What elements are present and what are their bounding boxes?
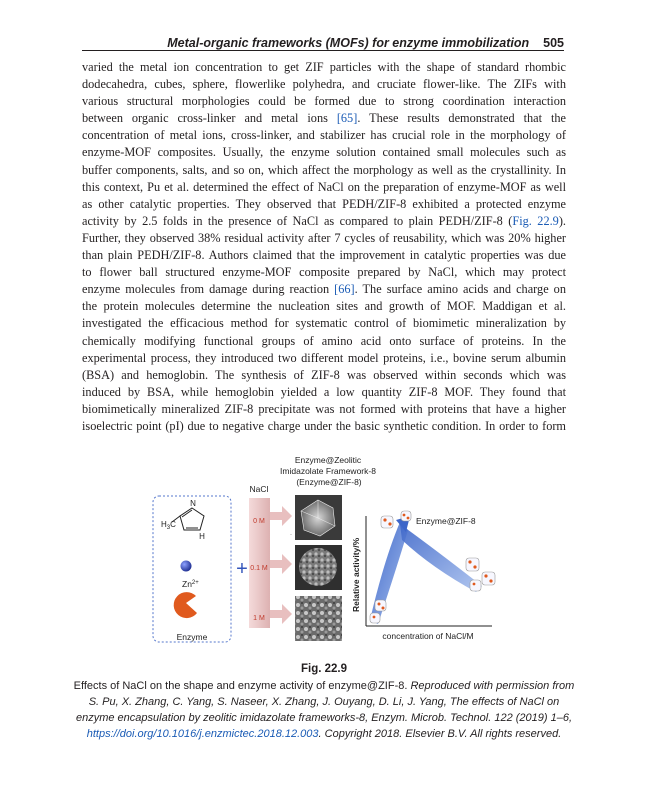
methylimidazole-structure bbox=[172, 508, 204, 530]
text-line bbox=[82, 384, 566, 401]
running-header bbox=[82, 32, 564, 51]
text-run: induced by BSA, while hemoglobin yielded a low quantity ZIF-8 MOF. They found that bbox=[82, 384, 566, 399]
text-run: experimental process, they introduced two different model proteins, i.e., bovine serum albumin bbox=[82, 350, 566, 365]
arrow-3 bbox=[270, 604, 292, 624]
arrow-2 bbox=[270, 554, 292, 574]
text-line bbox=[82, 401, 566, 418]
reactant-box bbox=[153, 496, 231, 642]
imidazole-h: H bbox=[199, 532, 205, 541]
fig-title-3: (Enzyme@ZIF-8) bbox=[296, 477, 362, 487]
imidazole-n: N bbox=[190, 499, 196, 508]
legend-label: Enzyme@ZIF-8 bbox=[416, 516, 476, 526]
conc-0: 0 M bbox=[253, 518, 265, 525]
fig-title-1: Enzyme@Zeolitic bbox=[294, 455, 362, 465]
text-run: isoelectric point (pI) due to negative charge under the basic synthetic condition. In order to form bbox=[82, 418, 566, 433]
text-run: to flower ball structured enzyme-MOF composite prepared by NaCl, which may protect bbox=[82, 265, 566, 280]
text-run: varied the metal ion concentration to get ZIF particles with the shape of standard rhombic bbox=[82, 60, 566, 74]
text-line bbox=[82, 179, 566, 196]
text-line bbox=[82, 350, 566, 367]
text-line bbox=[82, 76, 566, 93]
reference-link[interactable]: Fig. 22.9 bbox=[512, 213, 559, 228]
enzyme-label: Enzyme bbox=[176, 632, 208, 642]
text-line bbox=[82, 333, 566, 350]
figure-22-9 bbox=[152, 450, 504, 650]
text-run: than plain PEDH/ZIF-8. Authors claimed that the improvement in catalytic properties was due bbox=[82, 248, 566, 263]
caption-main: Effects of NaCl on the shape and enzyme activity of enzyme@ZIF-8. bbox=[73, 680, 411, 692]
text-line bbox=[82, 298, 566, 315]
text-run: between organic cross-linker and metal ions bbox=[82, 111, 337, 126]
figure-caption bbox=[70, 661, 578, 742]
text-run: dodecahedra, cubes, sphere, flowerlike polyhedra, and cruciate flower-like. The ZIFs with bbox=[82, 77, 566, 92]
text-line bbox=[82, 110, 566, 127]
text-run: this context, Pu et al. determined the effect of NaCl on the preparation of enzyme-MOF as well bbox=[82, 179, 566, 194]
text-line bbox=[82, 264, 566, 281]
x-axis-label: concentration of NaCl/M bbox=[382, 631, 474, 641]
text-line bbox=[82, 418, 566, 435]
text-line bbox=[82, 247, 566, 264]
text-run: as other catalytic properties. They observed that PEDH/ZIF-8 exhibited a protected enzyme bbox=[82, 196, 566, 211]
fig-title-2: Imidazolate Framework-8 bbox=[280, 466, 376, 476]
svg-text:·: · bbox=[290, 532, 292, 538]
text-line bbox=[82, 93, 566, 110]
zn-label: $Zn^{2+}$ bbox=[182, 579, 199, 589]
text-line bbox=[82, 59, 566, 76]
text-line bbox=[82, 281, 566, 298]
text-run: . These results demonstrated that the bbox=[357, 111, 566, 126]
sem-image-1m bbox=[295, 596, 342, 641]
text-run: activity by 2.5 folds in the presence of NaCl as compared to plain PEDH/ZIF-8 ( bbox=[82, 213, 513, 228]
text-run: buffer components, salts, and so on, which affect the morphology as well as the crystallinity. In bbox=[82, 162, 566, 177]
arrow-1 bbox=[270, 506, 292, 526]
text-run: . The surface amino acids and charge on bbox=[354, 282, 566, 297]
text-line bbox=[82, 315, 566, 332]
methyl-label: $H_3C$ bbox=[161, 520, 176, 531]
text-run: various structural morphologies could be formed due to strong coordination interaction bbox=[82, 94, 566, 109]
text-run: investigated the efficacious method for systematic control of biomimetic mineralization by bbox=[82, 316, 566, 331]
caption-copyright: . Copyright 2018. Elsevier B.V. All rights reserved. bbox=[318, 728, 562, 740]
body-paragraph bbox=[82, 59, 566, 435]
text-run: (BSA) and hemoglobin. The synthesis of ZIF-8 was observed within seconds which was bbox=[82, 367, 566, 382]
conc-1: 0.1 M bbox=[250, 565, 268, 572]
text-line bbox=[82, 144, 566, 161]
caption-credit: Reproduced with permission from S. Pu, X. Zhang, C. Yang, S. Naseer, X. Zhang, J. Ouyang, D. Li, J. Yang, The effects of NaCl on enzyme encapsulation by zeolitic imidazolate frameworks-8, Enzym. Microb. Technol. 122 (2019) 1–6, bbox=[75, 680, 575, 724]
page-number: 505 bbox=[543, 36, 564, 50]
text-line bbox=[82, 367, 566, 384]
enzyme-icon bbox=[174, 592, 197, 618]
reference-link[interactable]: [66] bbox=[334, 282, 355, 297]
conc-2: 1 M bbox=[253, 615, 265, 622]
text-line bbox=[82, 127, 566, 144]
nacl-label: NaCl bbox=[249, 484, 269, 494]
figure-label: Fig. 22.9 bbox=[300, 663, 348, 675]
running-title: Metal-organic frameworks (MOFs) for enzyme immobilization bbox=[167, 36, 530, 50]
text-line bbox=[82, 196, 566, 213]
y-axis-label: Relative activity/% bbox=[351, 537, 361, 612]
reference-link[interactable]: [65] bbox=[336, 111, 358, 126]
zn-ion-ball bbox=[181, 561, 192, 572]
text-line bbox=[82, 213, 566, 230]
plus-sign: + bbox=[236, 558, 248, 580]
text-run: enzyme molecules from damage during reaction bbox=[82, 282, 335, 297]
doi-link[interactable]: https://doi.org/10.1016/j.enzmictec.2018.12.003 bbox=[86, 728, 319, 740]
text-run: Further, they observed 38% residual activity after 7 cycles of reusability, which was 20% higher bbox=[82, 230, 566, 245]
text-run: chemically modifying functional groups of amino acid onto surface of proteins. In the bbox=[82, 333, 566, 348]
text-run: the protein molecules determine the nucleation sites and growth of MOF. Maddigan et al. bbox=[82, 299, 566, 314]
text-line bbox=[82, 162, 566, 179]
text-line bbox=[82, 230, 566, 247]
text-run: enzyme-MOF composites. Usually, the enzyme solution contained small molecules such as bbox=[82, 145, 566, 160]
text-run: biomimetically mineralized ZIF-8 precipitate was not formed with proteins that have a higher bbox=[82, 401, 566, 416]
text-run: concentration of metal ions, cross-linker, and stabilizer has crucial role in the morphology of bbox=[82, 128, 566, 143]
text-run: ). bbox=[558, 213, 566, 228]
